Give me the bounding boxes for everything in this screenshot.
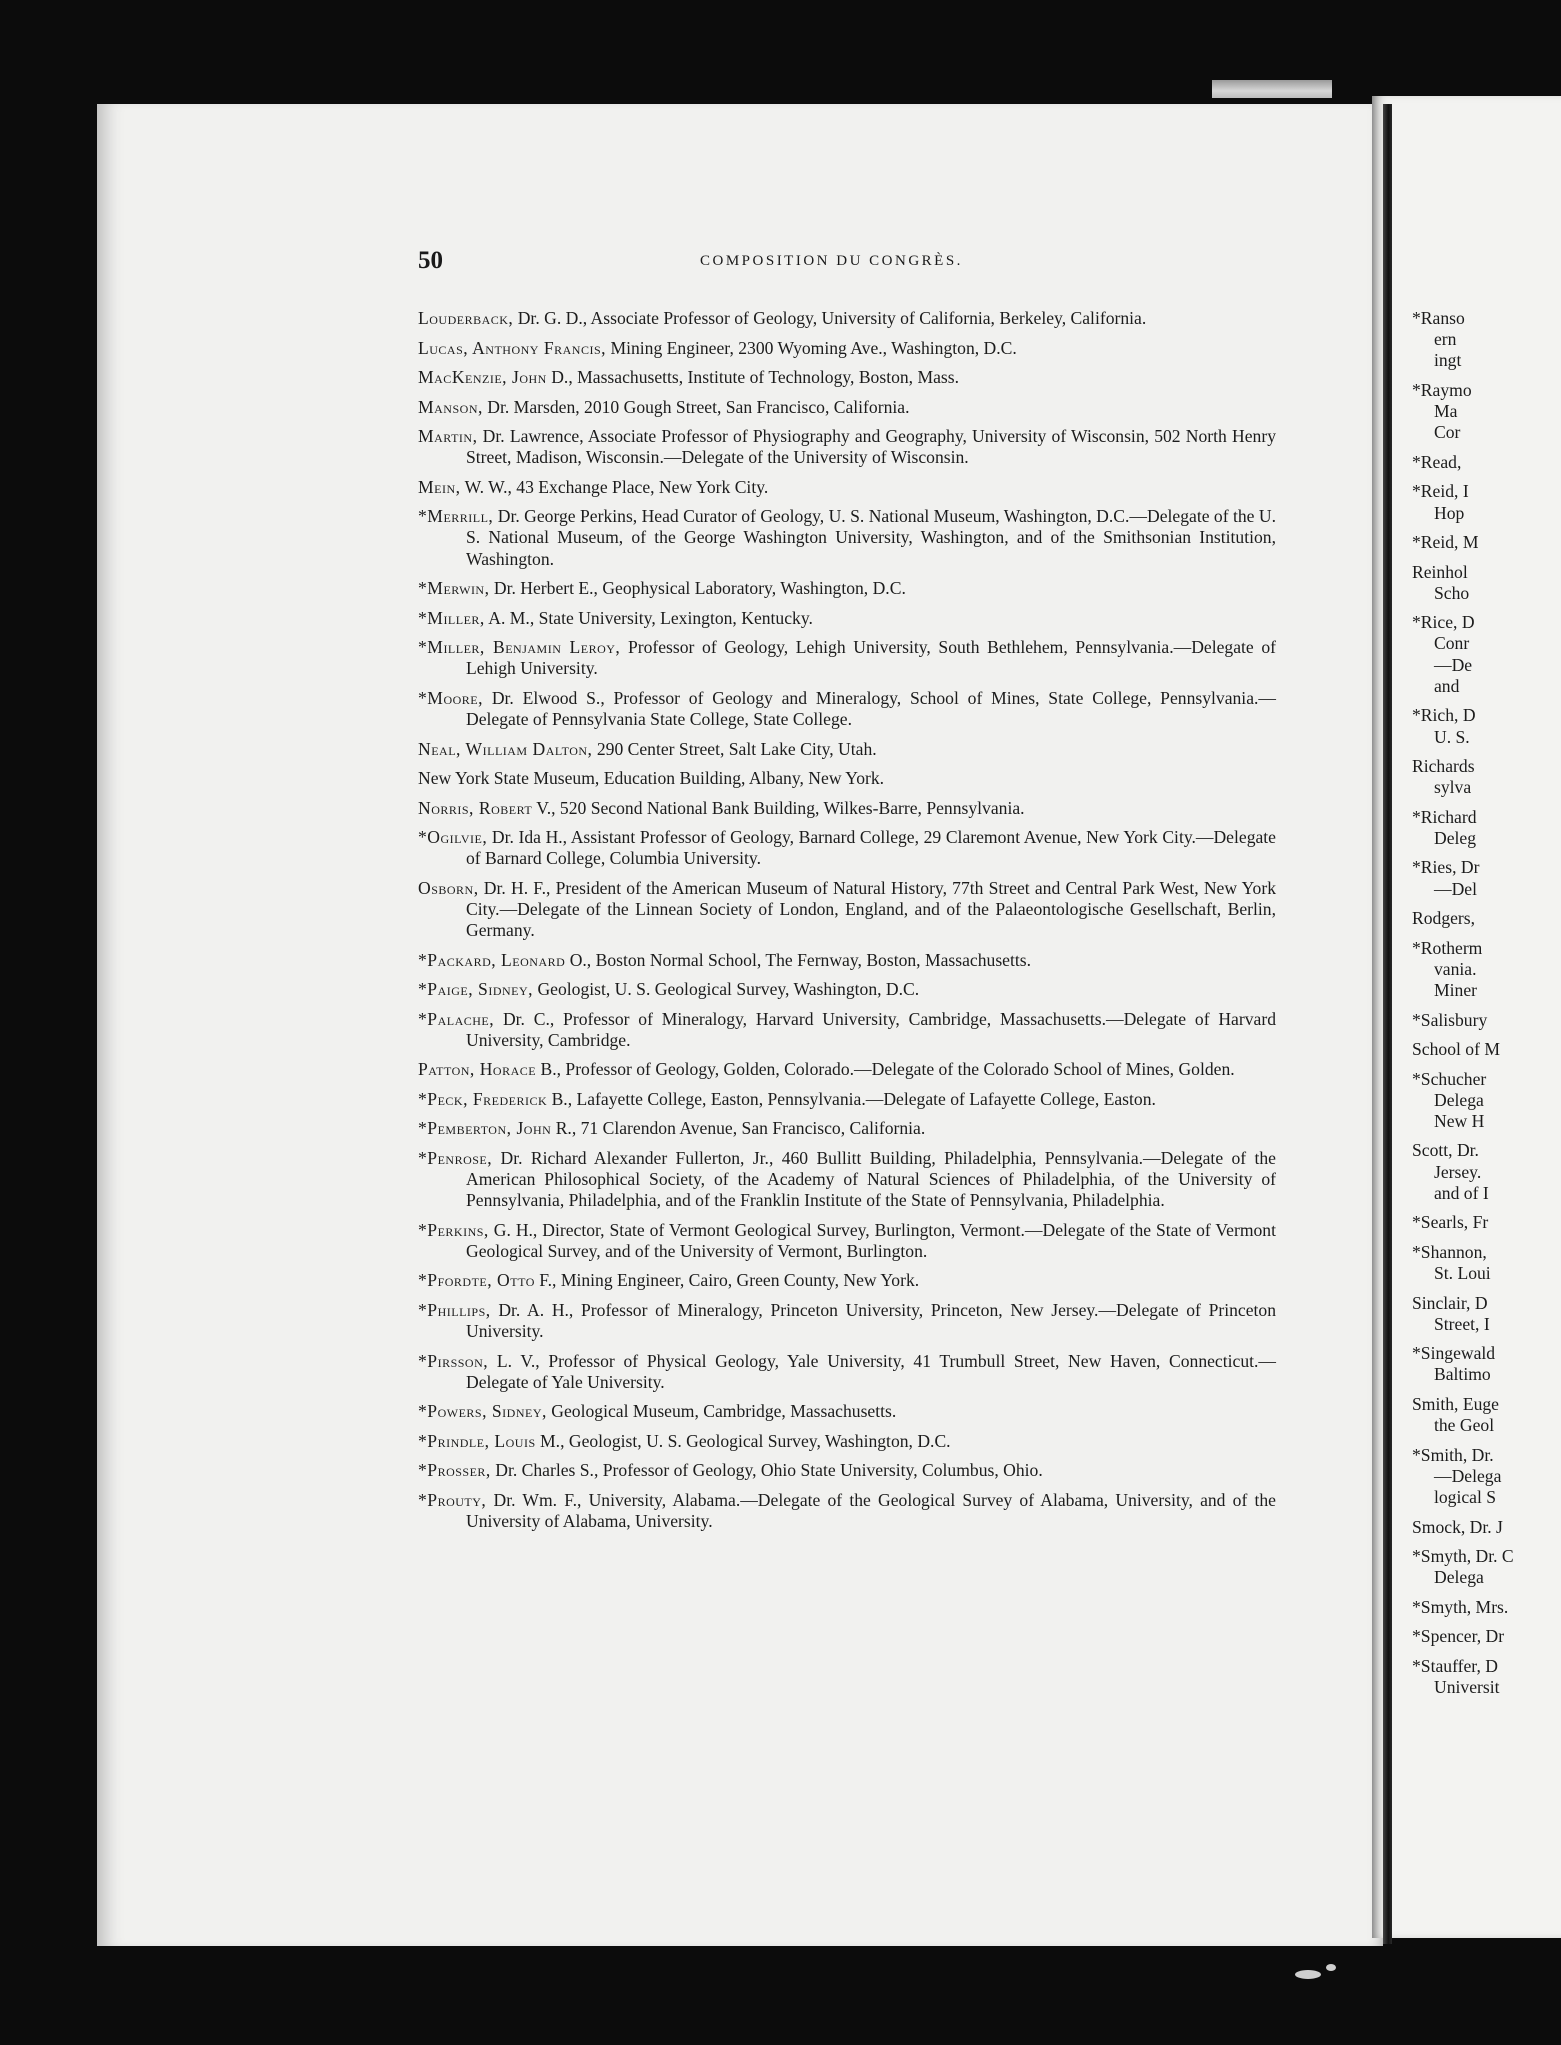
- member-entry: [418, 979, 1276, 1000]
- member-entry: [418, 1118, 1276, 1139]
- member-details: R., 71 Clarendon Avenue, San Francisco, California.: [551, 1118, 926, 1139]
- right-page-line: ern: [1434, 329, 1457, 350]
- member-details: L. V., Professor of Physical Geology, Yale University, 41 Trumbull Street, New Haven, Connecticut.—Delegate of Yale University.: [466, 1350, 1276, 1392]
- member-entry: [418, 1059, 1276, 1080]
- member-name: *Paige, Sidney,: [418, 979, 534, 1000]
- running-title: COMPOSITION DU CONGRÈS.: [700, 253, 963, 269]
- right-page-line: *Rich, D: [1412, 705, 1476, 726]
- member-details: B., Professor of Geology, Golden, Colorado.—Delegate of the Colorado School of Mines, Golden.: [536, 1059, 1235, 1080]
- right-page-line: Hop: [1434, 502, 1465, 523]
- member-details: 290 Center Street, Salt Lake City, Utah.: [592, 738, 877, 759]
- right-page-line: Universit: [1434, 1676, 1500, 1697]
- member-name: *Merrill,: [418, 506, 494, 527]
- right-page-line: School of M: [1412, 1039, 1500, 1060]
- right-page-line: logical S: [1434, 1487, 1497, 1508]
- member-name: Norris, Robert: [418, 797, 533, 818]
- right-page-line: *Searls, Fr: [1412, 1212, 1489, 1233]
- member-name: Martin,: [418, 426, 478, 446]
- member-details: Dr. G. D., Associate Professor of Geology, University of California, Berkeley, California.: [513, 308, 1147, 328]
- right-page-line: Richards: [1412, 756, 1475, 777]
- member-name: *Pirsson,: [418, 1350, 489, 1371]
- member-entry: [418, 1401, 1276, 1422]
- right-page-line: ingt: [1434, 350, 1462, 371]
- member-details: D., Massachusetts, Institute of Technology, Boston, Mass.: [546, 367, 960, 387]
- member-name: MacKenzie, John: [418, 367, 547, 387]
- member-details: Dr. Richard Alexander Fullerton, Jr., 460 Bullitt Building, Philadelphia, Pennsylvania.—Delegate of the American Philosophical Society, of the Academy of Natural Sciences of Philadelphia, of the University of Pennsylvania, Philadelphia, and of the Franklin Institute of the State of Pennsylvania, Philadelphia.: [466, 1147, 1276, 1211]
- right-page-line: Ma: [1434, 401, 1458, 422]
- right-page-line: Miner: [1434, 980, 1477, 1001]
- right-page-line: *Stauffer, D: [1412, 1655, 1498, 1676]
- member-name: *Moore,: [418, 687, 484, 708]
- right-page-line: *Ries, Dr: [1412, 857, 1480, 878]
- member-details: Mining Engineer, 2300 Wyoming Ave., Washington, D.C.: [606, 337, 1017, 358]
- member-details: Dr. Charles S., Professor of Geology, Ohio State University, Columbus, Ohio.: [490, 1460, 1043, 1481]
- member-entry: [418, 768, 1276, 789]
- member-entry: [418, 308, 1276, 329]
- member-details: Dr. Elwood S., Professor of Geology and Mineralogy, School of Mines, State College, Pennsylvania.—Delegate of Pennsylvania State College, State College.: [466, 687, 1276, 730]
- member-entry: [418, 637, 1276, 679]
- member-details: Dr. George Perkins, Head Curator of Geology, U. S. National Museum, Washington, D.C.—Delegate of the U. S. National Museum, of the George Washington University, Washington, and of the Smithsonian Institution, Washington.: [466, 506, 1276, 569]
- right-page-line: Baltimo: [1434, 1364, 1491, 1385]
- member-name: *Prindle, Louis: [418, 1430, 536, 1451]
- right-page-line: —De: [1434, 654, 1473, 675]
- dust-speck: [1326, 1964, 1336, 1971]
- right-page-line: *Reid, I: [1412, 481, 1469, 502]
- member-name: *Merwin,: [418, 578, 490, 599]
- member-name: *Ogilvie,: [418, 827, 488, 848]
- right-page-line: Smock, Dr. J: [1412, 1516, 1503, 1537]
- member-name: *Prosser,: [418, 1460, 491, 1481]
- right-page-line: Smith, Euge: [1412, 1393, 1499, 1414]
- right-page-line: Conr: [1434, 633, 1470, 654]
- member-entry: [418, 338, 1276, 359]
- member-details: Dr. C., Professor of Mineralogy, Harvard University, Cambridge, Massachusetts.—Delegate of Harvard University, Cambridge.: [466, 1008, 1276, 1050]
- member-details: G. H., Director, State of Vermont Geological Survey, Burlington, Vermont.—Delegate of the State of Vermont Geological Survey, and of the University of Vermont, Burlington.: [466, 1219, 1276, 1261]
- right-page-line: *Rice, D: [1412, 612, 1475, 633]
- right-page-line: the Geol: [1434, 1415, 1495, 1436]
- right-page-line: Cor: [1434, 422, 1461, 443]
- member-name: Mein,: [418, 476, 461, 497]
- member-entry: [418, 827, 1276, 869]
- right-page-line: *Smyth, Mrs.: [1412, 1596, 1509, 1617]
- member-entry: [418, 477, 1276, 498]
- right-page-line: Reinhol: [1412, 561, 1468, 582]
- member-name: *Palache,: [418, 1008, 495, 1029]
- member-entry: [418, 1300, 1276, 1342]
- right-page-line: St. Loui: [1434, 1263, 1491, 1284]
- right-page-line: Deleg: [1434, 827, 1477, 848]
- right-page-line: *Shannon,: [1412, 1241, 1487, 1262]
- member-name: Lucas, Anthony Francis,: [418, 337, 607, 358]
- right-page-line: *Richard: [1412, 806, 1477, 827]
- right-page-member-list: [1412, 308, 1561, 1698]
- member-entry: [418, 506, 1276, 570]
- member-details: Dr. Wm. F., University, Alabama.—Delegate of the Geological Survey of Alabama, University, and of the University of Alabama, University.: [466, 1489, 1276, 1532]
- member-entry: [418, 688, 1276, 730]
- right-page-line: Street, I: [1434, 1313, 1490, 1334]
- member-details: V., 520 Second National Bank Building, Wilkes-Barre, Pennsylvania.: [532, 797, 1025, 818]
- member-details: W. W., 43 Exchange Place, New York City.: [460, 476, 769, 497]
- member-details: F., Mining Engineer, Cairo, Green County, New York.: [534, 1270, 920, 1291]
- member-details: Dr. Ida H., Assistant Professor of Geology, Barnard College, 29 Claremont Avenue, New York City.—Delegate of Barnard College, Columbia University.: [466, 827, 1276, 869]
- member-entry: [418, 397, 1276, 418]
- member-name: *Peck, Frederick: [418, 1088, 548, 1109]
- right-page-line: *Ranso: [1412, 308, 1465, 328]
- right-page-line: and: [1434, 675, 1460, 696]
- member-name: *Miller,: [418, 607, 485, 628]
- member-name: *Miller, Benjamin Leroy,: [418, 637, 621, 658]
- right-page-line: *Salisbury: [1412, 1009, 1488, 1030]
- member-details: Dr. Herbert E., Geophysical Laboratory, Washington, D.C.: [489, 578, 906, 599]
- page-edge-strip: [1212, 80, 1332, 98]
- right-page-line: *Smith, Dr.: [1412, 1444, 1494, 1465]
- member-name: *Pemberton, John: [418, 1118, 552, 1139]
- member-name: *Packard, Leonard: [418, 949, 566, 970]
- member-details: M., Geologist, U. S. Geological Survey, Washington, D.C.: [535, 1430, 951, 1451]
- member-list: [418, 308, 1276, 1541]
- right-page-line: *Spencer, Dr: [1412, 1626, 1505, 1647]
- member-details: Geologist, U. S. Geological Survey, Washington, D.C.: [533, 979, 920, 1000]
- member-name: Manson,: [418, 396, 483, 417]
- member-entry: [418, 367, 1276, 388]
- right-page-line: *Raymo: [1412, 379, 1472, 400]
- member-entry: [418, 1009, 1276, 1051]
- member-name: *Phillips,: [418, 1299, 491, 1320]
- right-page-line: *Read,: [1412, 451, 1462, 472]
- right-page-line: *Rotherm: [1412, 937, 1483, 958]
- member-entry: [418, 1460, 1276, 1481]
- member-entry: [418, 426, 1276, 468]
- member-entry: [418, 1431, 1276, 1452]
- right-page-line: Sinclair, D: [1412, 1292, 1488, 1313]
- member-entry: [418, 1089, 1276, 1110]
- member-entry: [418, 1148, 1276, 1212]
- member-entry: [418, 878, 1276, 942]
- member-entry: [418, 1351, 1276, 1393]
- right-page-line: Delega: [1434, 1567, 1484, 1588]
- right-page-line: New H: [1434, 1110, 1485, 1131]
- member-name: Patton, Horace: [418, 1059, 537, 1080]
- member-name: Osborn,: [418, 877, 479, 898]
- member-details: Dr. A. H., Professor of Mineralogy, Princeton University, Princeton, New Jersey.—Delegate of Princeton University.: [466, 1299, 1276, 1342]
- right-page-line: *Schucher: [1412, 1068, 1487, 1089]
- member-name: *Powers, Sidney,: [418, 1401, 547, 1422]
- right-page-line: *Singewald: [1412, 1343, 1496, 1364]
- member-details: O., Boston Normal School, The Fernway, Boston, Massachusetts.: [565, 949, 1032, 970]
- member-name: Neal, William Dalton,: [418, 738, 593, 759]
- member-name: *Perkins,: [418, 1219, 489, 1240]
- member-entry: [418, 950, 1276, 971]
- page-number: 50: [418, 247, 443, 274]
- member-details: Professor of Geology, Lehigh University, South Bethlehem, Pennsylvania.—Delegate of Lehigh University.: [466, 637, 1276, 679]
- right-page-line: Jersey.: [1434, 1161, 1482, 1182]
- member-name: *Pfordte, Otto: [418, 1270, 535, 1291]
- right-page-line: Scho: [1434, 582, 1470, 603]
- member-entry: [418, 608, 1276, 629]
- member-entry: [418, 578, 1276, 599]
- member-name: *Penrose,: [418, 1147, 493, 1168]
- right-page-line: sylva: [1434, 777, 1472, 798]
- member-entry: [418, 798, 1276, 819]
- right-page-line: vania.: [1434, 958, 1477, 979]
- right-page-line: Scott, Dr.: [1412, 1140, 1479, 1161]
- right-page-line: Delega: [1434, 1089, 1484, 1110]
- member-details: Dr. Marsden, 2010 Gough Street, San Francisco, California.: [482, 396, 910, 417]
- right-page-line: —Delega: [1434, 1465, 1502, 1486]
- right-page-line: —Del: [1434, 878, 1477, 899]
- member-name: *Prouty,: [418, 1489, 487, 1510]
- right-page-line: *Reid, M: [1412, 532, 1479, 553]
- right-page-line: *Smyth, Dr. C: [1412, 1546, 1514, 1567]
- member-details: Dr. H. F., President of the American Museum of Natural History, 77th Street and Central Park West, New York City.—Delegate of the Linnean Society of London, England, and of the Palaeontologische Gesellschaft, Berlin, Germany.: [466, 877, 1276, 941]
- member-entry: [418, 1220, 1276, 1262]
- member-details: Geological Museum, Cambridge, Massachusetts.: [546, 1401, 897, 1422]
- member-details: A. M., State University, Lexington, Kentucky.: [484, 607, 813, 628]
- member-details: Dr. Lawrence, Associate Professor of Physiography and Geography, University of Wisconsin, 502 North Henry Street, Madison, Wisconsin.—Delegate of the University of Wisconsin.: [466, 426, 1276, 468]
- right-page-line: Rodgers,: [1412, 908, 1476, 929]
- dust-speck: [1295, 1970, 1321, 1979]
- member-entry: [418, 1490, 1276, 1532]
- right-page-line: U. S.: [1434, 726, 1470, 747]
- book-gutter: [1383, 104, 1392, 1944]
- member-details: New York State Museum, Education Building, Albany, New York.: [418, 768, 885, 789]
- member-entry: [418, 1270, 1276, 1291]
- right-page-line: and of I: [1434, 1182, 1489, 1203]
- member-name: Louderback,: [418, 308, 514, 328]
- member-details: B., Lafayette College, Easton, Pennsylvania.—Delegate of Lafayette College, Easton.: [547, 1088, 1156, 1109]
- member-entry: [418, 739, 1276, 760]
